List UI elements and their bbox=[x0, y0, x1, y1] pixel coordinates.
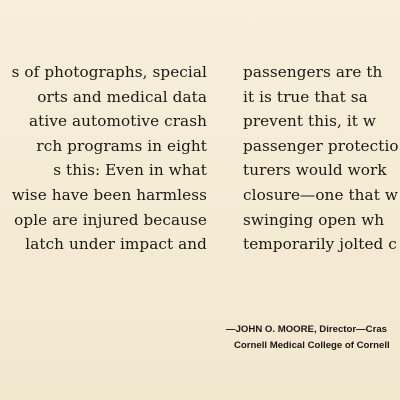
attribution bbox=[226, 322, 390, 354]
text-line: turers would work bbox=[243, 161, 387, 180]
text-line: latch under impact and bbox=[25, 235, 207, 254]
text-line: s this: Even in what bbox=[53, 161, 207, 180]
text-line: prevent this, it w bbox=[243, 112, 377, 131]
text-column-right bbox=[243, 60, 399, 257]
text-line: it is true that sa bbox=[243, 87, 368, 106]
attribution-affiliation: Cornell Medical College of Cornell bbox=[234, 340, 390, 351]
text-line: rch programs in eight bbox=[36, 136, 207, 155]
text-column-left bbox=[12, 60, 207, 257]
text-line: ople are injured because bbox=[14, 210, 207, 229]
text-line: s of photographs, special bbox=[11, 63, 207, 81]
text-line: closure—one that w bbox=[243, 185, 398, 204]
text-line: wise have been harmless bbox=[11, 185, 207, 204]
text-line: passengers are th bbox=[243, 63, 383, 81]
text-line: orts and medical data bbox=[37, 87, 207, 106]
text-line: passenger protectio bbox=[243, 136, 399, 155]
text-line: temporarily jolted c bbox=[243, 235, 397, 254]
attribution-author: —JOHN O. MOORE, Director—Cras bbox=[226, 324, 387, 335]
text-line: swinging open wh bbox=[243, 210, 385, 229]
text-line: ative automotive crash bbox=[29, 112, 207, 131]
